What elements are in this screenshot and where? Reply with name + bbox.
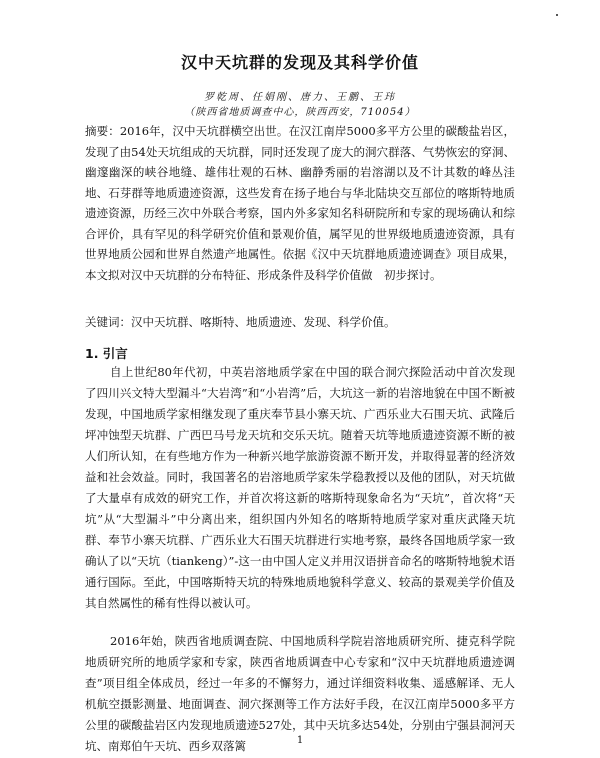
paper-title: 汉中天坑群的发现及其科学价值	[180, 53, 419, 72]
body-paragraph: 自上世纪80年代初，中英岩溶地质学家在中国的联合洞穴探险活动中首次发现了四川兴文特大型漏斗“大岩湾”和“小岩湾”后，大坑这一新的岩溶地貌在中国不断被发现，中国地质学家相继发现了重庆奉节县小寨天坑、广西乐业大石围天坑、武隆后坪冲蚀型天坑群、广西巴马号龙天坑和交乐天坑。随着天坑等地质遗迹资源不断的被人们所认知，在有些地方作为一种新兴地学旅游资源不断开发，并取得显著的经济效益和社会效益。同时，我国著名的岩溶地质学家朱学稳教授以及他的团队，对天坑做了大量卓有成效的研究工作，并首次将这新的喀斯特现象命名为“天坑”，首次将“天坑”从“大型漏斗”中分离出来，组织国内外知名的喀斯特地质学家对重庆武隆天坑群、奉节小寨天坑群、广西乐业大石围天坑群进行实地考察，最终各国地质学家一致确认了以“天坑（tiankeng）”-这一由中国人定义并用汉语拼音命名的喀斯特地貌术语通行国际。至此，中国喀斯特天坑的特殊地质地貌科学意义、较高的景观美学价值及其自然属性的稀有性得以被认可。	[85, 365, 515, 610]
section-heading-introduction: 1. 引言	[85, 346, 128, 361]
affiliation: （陕西省地质调查中心，陕西西安，710054）	[184, 107, 416, 118]
keywords: 关键词：汉中天坑群、喀斯特、地质遗迹、发现、科学价值。	[85, 315, 396, 329]
author-list: 罗乾周、任娟刚、唐力、王鹏、王玮	[204, 92, 396, 103]
scan-speck	[556, 14, 558, 16]
body-paragraph: 2016年始，陕西省地质调查院、中国地质科学院岩溶地质研究所、捷克科学院地质研究所的地质学家和专家，陕西省地质调查中心专家和“汉中天坑群地质遗迹调查”项目组全体成员，经过一年多的不懈努力，通过详细资料收集、遥感解译、无人机航空摄影测量、地面调查、洞穴探测等工作方法好手段，在汉江南岸5000多平方公里的碳酸盐岩区内发现地质遗迹527处，其中天坑多达54处，分别由宁强县洞河天坑、南郑伯午天坑、西乡双落篱	[85, 634, 515, 753]
page-number: 1	[296, 735, 304, 746]
abstract: 摘要：2016年，汉中天坑群横空出世。在汉江南岸5000多平方公里的碳酸盐岩区，发现了由54处天坑组成的天坑群，同时还发现了庞大的洞穴群落、气势恢宏的穿洞、幽邃幽深的峡谷地缝、雄伟壮观的石林、幽静秀丽的岩溶湖以及不计其数的峰丛洼地、石芽群等地质遗迹资源，这些发育在扬子地台与华北陆块交互部位的喀斯特地质遗迹资源，历经三次中外联合考察，国内外多家知名科研院所和专家的现场确认和综合评价，具有罕见的科学研究价值和景观价值，属罕见的世界级地质遗迹资源，具有世界地质公园和世界自然遗产地属性。依据《汉中天坑群地质遗迹调查》项目成果，本文拟对汉中天坑群的分布特征、形成条件及科学价值做 初步探讨。	[85, 124, 515, 282]
